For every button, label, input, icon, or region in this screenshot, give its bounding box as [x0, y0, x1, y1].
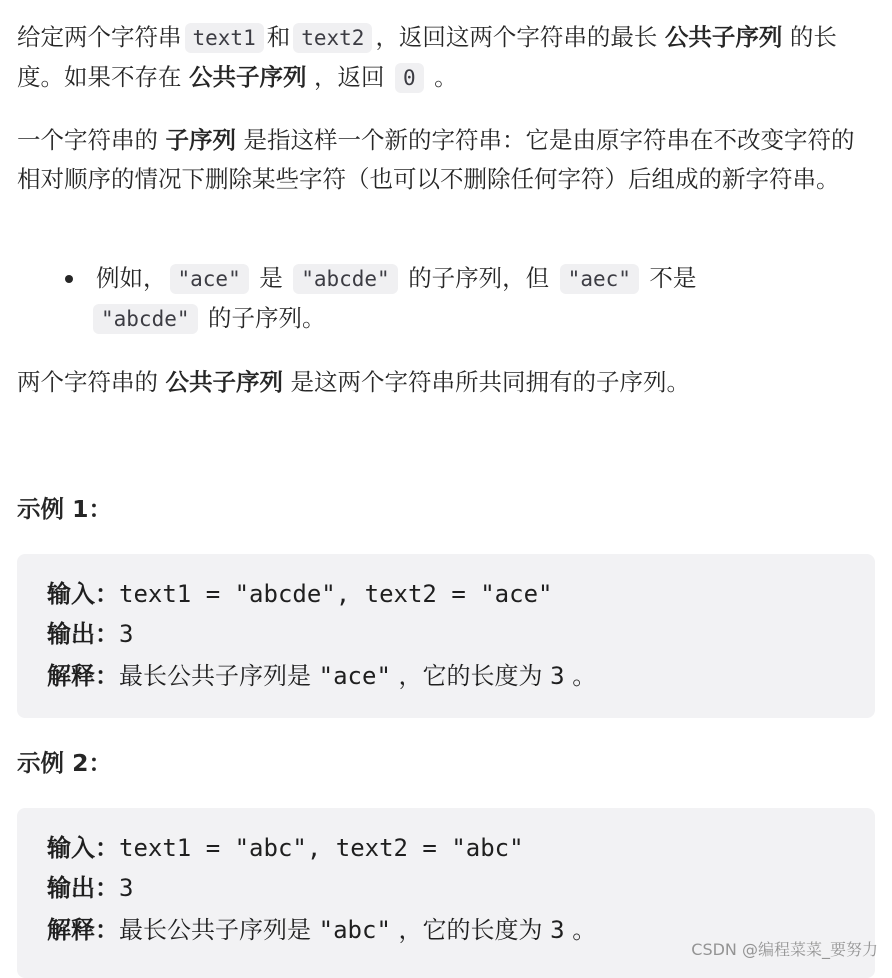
bullet-dot-icon [65, 275, 73, 283]
text-span: ，返回 [313, 63, 385, 91]
text-span: 。 [564, 916, 597, 944]
description-paragraph-2 [17, 121, 875, 199]
text-span: ，它的长度为 [390, 916, 551, 944]
example-1-block [17, 554, 875, 718]
text-span: 和 [266, 23, 291, 51]
text-span: 的长度。如果不存在 [17, 23, 837, 91]
explanation-label: 解释： [47, 916, 119, 944]
inline-code-zero: 0 [395, 63, 424, 93]
input-label: 输入： [47, 834, 119, 862]
text-span: ，它的长度为 [390, 662, 551, 690]
inline-code: "abcde" [93, 304, 198, 334]
example-1-heading: 示例 1： [17, 495, 113, 523]
inline-code: "ace" [170, 264, 249, 294]
text-span: 给定两个字符串 [17, 23, 182, 51]
example-2-explanation [47, 915, 596, 945]
output-value: 3 [119, 620, 134, 648]
text-span: 是这两个字符串所共同拥有的子序列。 [290, 368, 690, 396]
inline-code-text1: text1 [185, 23, 264, 53]
input-label: 输入： [47, 580, 119, 608]
text-span: 两个字符串的 [17, 368, 158, 396]
explanation-code: "abc" [318, 916, 391, 944]
inline-code: "aec" [560, 264, 639, 294]
inline-code-text2: text2 [293, 23, 372, 53]
bullet-text [96, 259, 836, 339]
text-span: 。 [434, 63, 458, 91]
text-span: 。 [564, 662, 597, 690]
text-span: ，返回这两个字符串的最长 [375, 23, 658, 51]
example-1-input [47, 579, 552, 609]
bold-term: 公共子序列 [165, 368, 283, 396]
explanation-number: 3 [550, 662, 565, 690]
text-span: 的子序列。 [208, 304, 326, 332]
explanation-number: 3 [550, 916, 565, 944]
example-1-output [47, 619, 133, 649]
bold-term: 公共子序列 [664, 23, 783, 51]
example-2-input [47, 833, 524, 863]
text-span: 例如， [96, 264, 167, 292]
bold-term: 子序列 [165, 126, 236, 154]
input-value: text1 = "abcde", text2 = "ace" [119, 580, 553, 608]
bold-term: 公共子序列 [188, 63, 307, 91]
output-label: 输出： [47, 874, 119, 902]
input-value: text1 = "abc", text2 = "abc" [119, 834, 524, 862]
text-span: 最长公共子序列是 [119, 662, 319, 690]
example-2-heading: 示例 2： [17, 749, 113, 777]
output-value: 3 [119, 874, 134, 902]
text-span: 不是 [649, 264, 697, 292]
text-span: 一个字符串的 [17, 126, 158, 154]
example-2-output [47, 873, 133, 903]
description-paragraph-1 [17, 18, 875, 98]
text-span: 最长公共子序列是 [119, 916, 319, 944]
inline-code: "abcde" [293, 264, 398, 294]
output-label: 输出： [47, 620, 119, 648]
text-span: 是 [259, 264, 283, 292]
text-span: 的子序列，但 [408, 264, 550, 292]
description-paragraph-3 [17, 363, 875, 402]
text-span: 是指这样一个新的字符串：它是由原字符串在不改变字符的相对顺序的情况下删除某些字符（也可以不删除任何字符）后组成的新字符串。 [17, 126, 855, 193]
example-1-explanation [47, 661, 596, 691]
explanation-code: "ace" [318, 662, 391, 690]
explanation-label: 解释： [47, 662, 119, 690]
csdn-watermark: CSDN @编程菜菜_要努力 [691, 940, 878, 959]
